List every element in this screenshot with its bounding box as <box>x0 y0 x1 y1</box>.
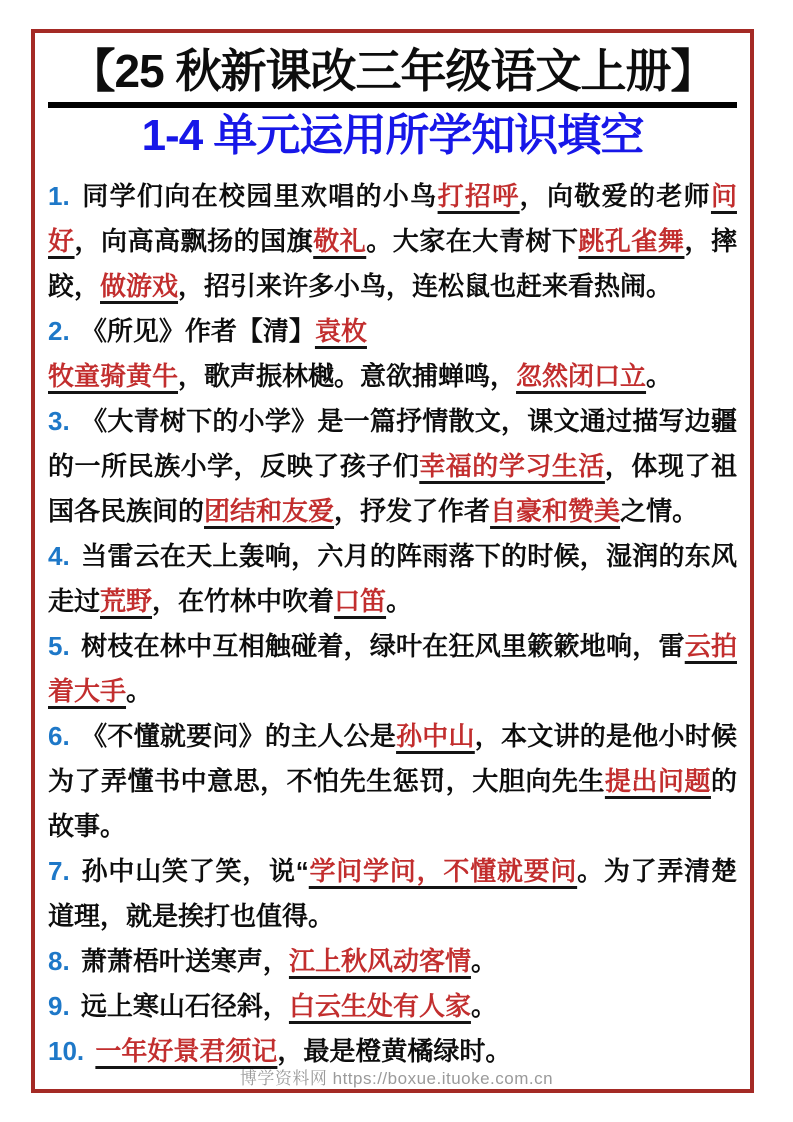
item-number: 10. <box>48 1035 92 1066</box>
answer-text: 口笛 <box>334 585 387 616</box>
content-list <box>48 174 737 1074</box>
question-text: 当雷云在天上轰响，六月的阵雨落下的时候，湿润的东风走过 <box>48 540 737 616</box>
item-number: 6. <box>48 720 78 751</box>
question-text: ，向高高飘扬的国旗 <box>74 225 314 256</box>
question-text: 。为了弄清楚道理，就是挨打也值得。 <box>48 855 737 931</box>
question-text: 。大家在大青树下 <box>366 225 579 256</box>
item-number: 8. <box>48 945 77 976</box>
list-item <box>48 939 737 984</box>
question-text: 树枝在林中互相触碰着，绿叶在狂风里簌簌地响，雷 <box>81 630 685 661</box>
question-text: ，歌声振林樾。意欲捕蝉鸣， <box>178 360 517 391</box>
question-text: 《不懂就要问》的主人公是 <box>81 720 397 751</box>
question-text: 萧萧梧叶送寒声， <box>80 945 289 976</box>
list-item <box>48 624 737 714</box>
question-text: ，摔跤， <box>48 225 737 301</box>
title-divider <box>48 102 737 108</box>
question-text: 远上寒山石径斜， <box>80 990 289 1021</box>
page-border <box>31 29 754 1093</box>
answer-text: 白云生处有人家 <box>288 990 471 1021</box>
question-text: ，体现了祖国各民族间的 <box>48 450 737 526</box>
answer-text: 荒野 <box>100 585 153 616</box>
question-text: 《所见》作者【清】 <box>80 315 315 346</box>
answer-text: 团结和友爱 <box>204 495 335 526</box>
list-item <box>48 534 737 624</box>
page-title: 【25 秋新课改三年级语文上册】 <box>69 45 716 97</box>
item-number: 9. <box>48 990 77 1021</box>
question-text: ，最是橙黄橘绿时。 <box>277 1035 512 1066</box>
answer-text: 云拍着大手 <box>48 630 737 706</box>
item-number: 1. <box>48 180 79 211</box>
answer-text: 提出问题 <box>604 765 711 796</box>
list-item <box>48 984 737 1029</box>
question-text: 的故事。 <box>48 765 737 841</box>
answer-text: 敬礼 <box>313 225 367 256</box>
question-text: ，抒发了作者 <box>334 495 491 526</box>
answer-text: 问好 <box>48 180 737 256</box>
answer-text: 学问学问，不懂就要问 <box>308 855 578 886</box>
question-text: ，在竹林中吹着 <box>152 585 335 616</box>
list-item <box>48 309 737 399</box>
answer-text: 跳孔雀舞 <box>578 225 685 256</box>
answer-text: 江上秋风动客情 <box>288 945 471 976</box>
answer-text: 忽然闭口立 <box>516 360 647 391</box>
footer-link: 博学资料网 https://boxue.ituoke.com.cn <box>239 1069 554 1088</box>
answer-text: 一年好景君须记 <box>95 1035 278 1066</box>
answer-text: 袁枚 <box>314 315 367 346</box>
answer-text: 自豪和赞美 <box>490 495 621 526</box>
question-text: 。 <box>646 360 673 391</box>
answer-text: 牧童骑黄牛 <box>48 360 179 391</box>
item-number: 3. <box>48 405 78 436</box>
item-number: 4. <box>48 540 78 571</box>
question-text: 孙中山笑了笑，说“ <box>81 855 309 886</box>
question-text: ，本文讲的是他小时候为了弄懂书中意思，不怕先生惩罚，大胆向先生 <box>48 720 737 796</box>
question-text: ，招引来许多小鸟，连松鼠也赶来看热闹。 <box>178 270 673 301</box>
list-item <box>48 174 737 309</box>
question-text: 。 <box>470 990 497 1021</box>
question-text: 。 <box>126 675 153 706</box>
item-number: 7. <box>48 855 78 886</box>
item-number: 5. <box>48 630 78 661</box>
answer-text: 幸福的学习生活 <box>419 450 605 481</box>
list-item <box>48 849 737 939</box>
list-item <box>48 399 737 534</box>
answer-text: 打招呼 <box>437 180 520 211</box>
question-text: 同学们向在校园里欢唱的小鸟 <box>82 180 438 211</box>
question-text: ，向敬爱的老师 <box>519 180 711 211</box>
question-text: 。 <box>386 585 413 616</box>
item-number: 2. <box>48 315 77 346</box>
answer-text: 做游戏 <box>100 270 179 301</box>
question-text: 之情。 <box>620 495 699 526</box>
question-text: 《大青树下的小学》是一篇抒情散文，课文通过描写边疆的一所民族小学，反映了孩子们 <box>48 405 737 481</box>
list-item <box>48 714 737 849</box>
question-text: 。 <box>470 945 497 976</box>
answer-text: 孙中山 <box>396 720 475 751</box>
page-subtitle: 1-4 单元运用所学知识填空 <box>141 110 644 160</box>
